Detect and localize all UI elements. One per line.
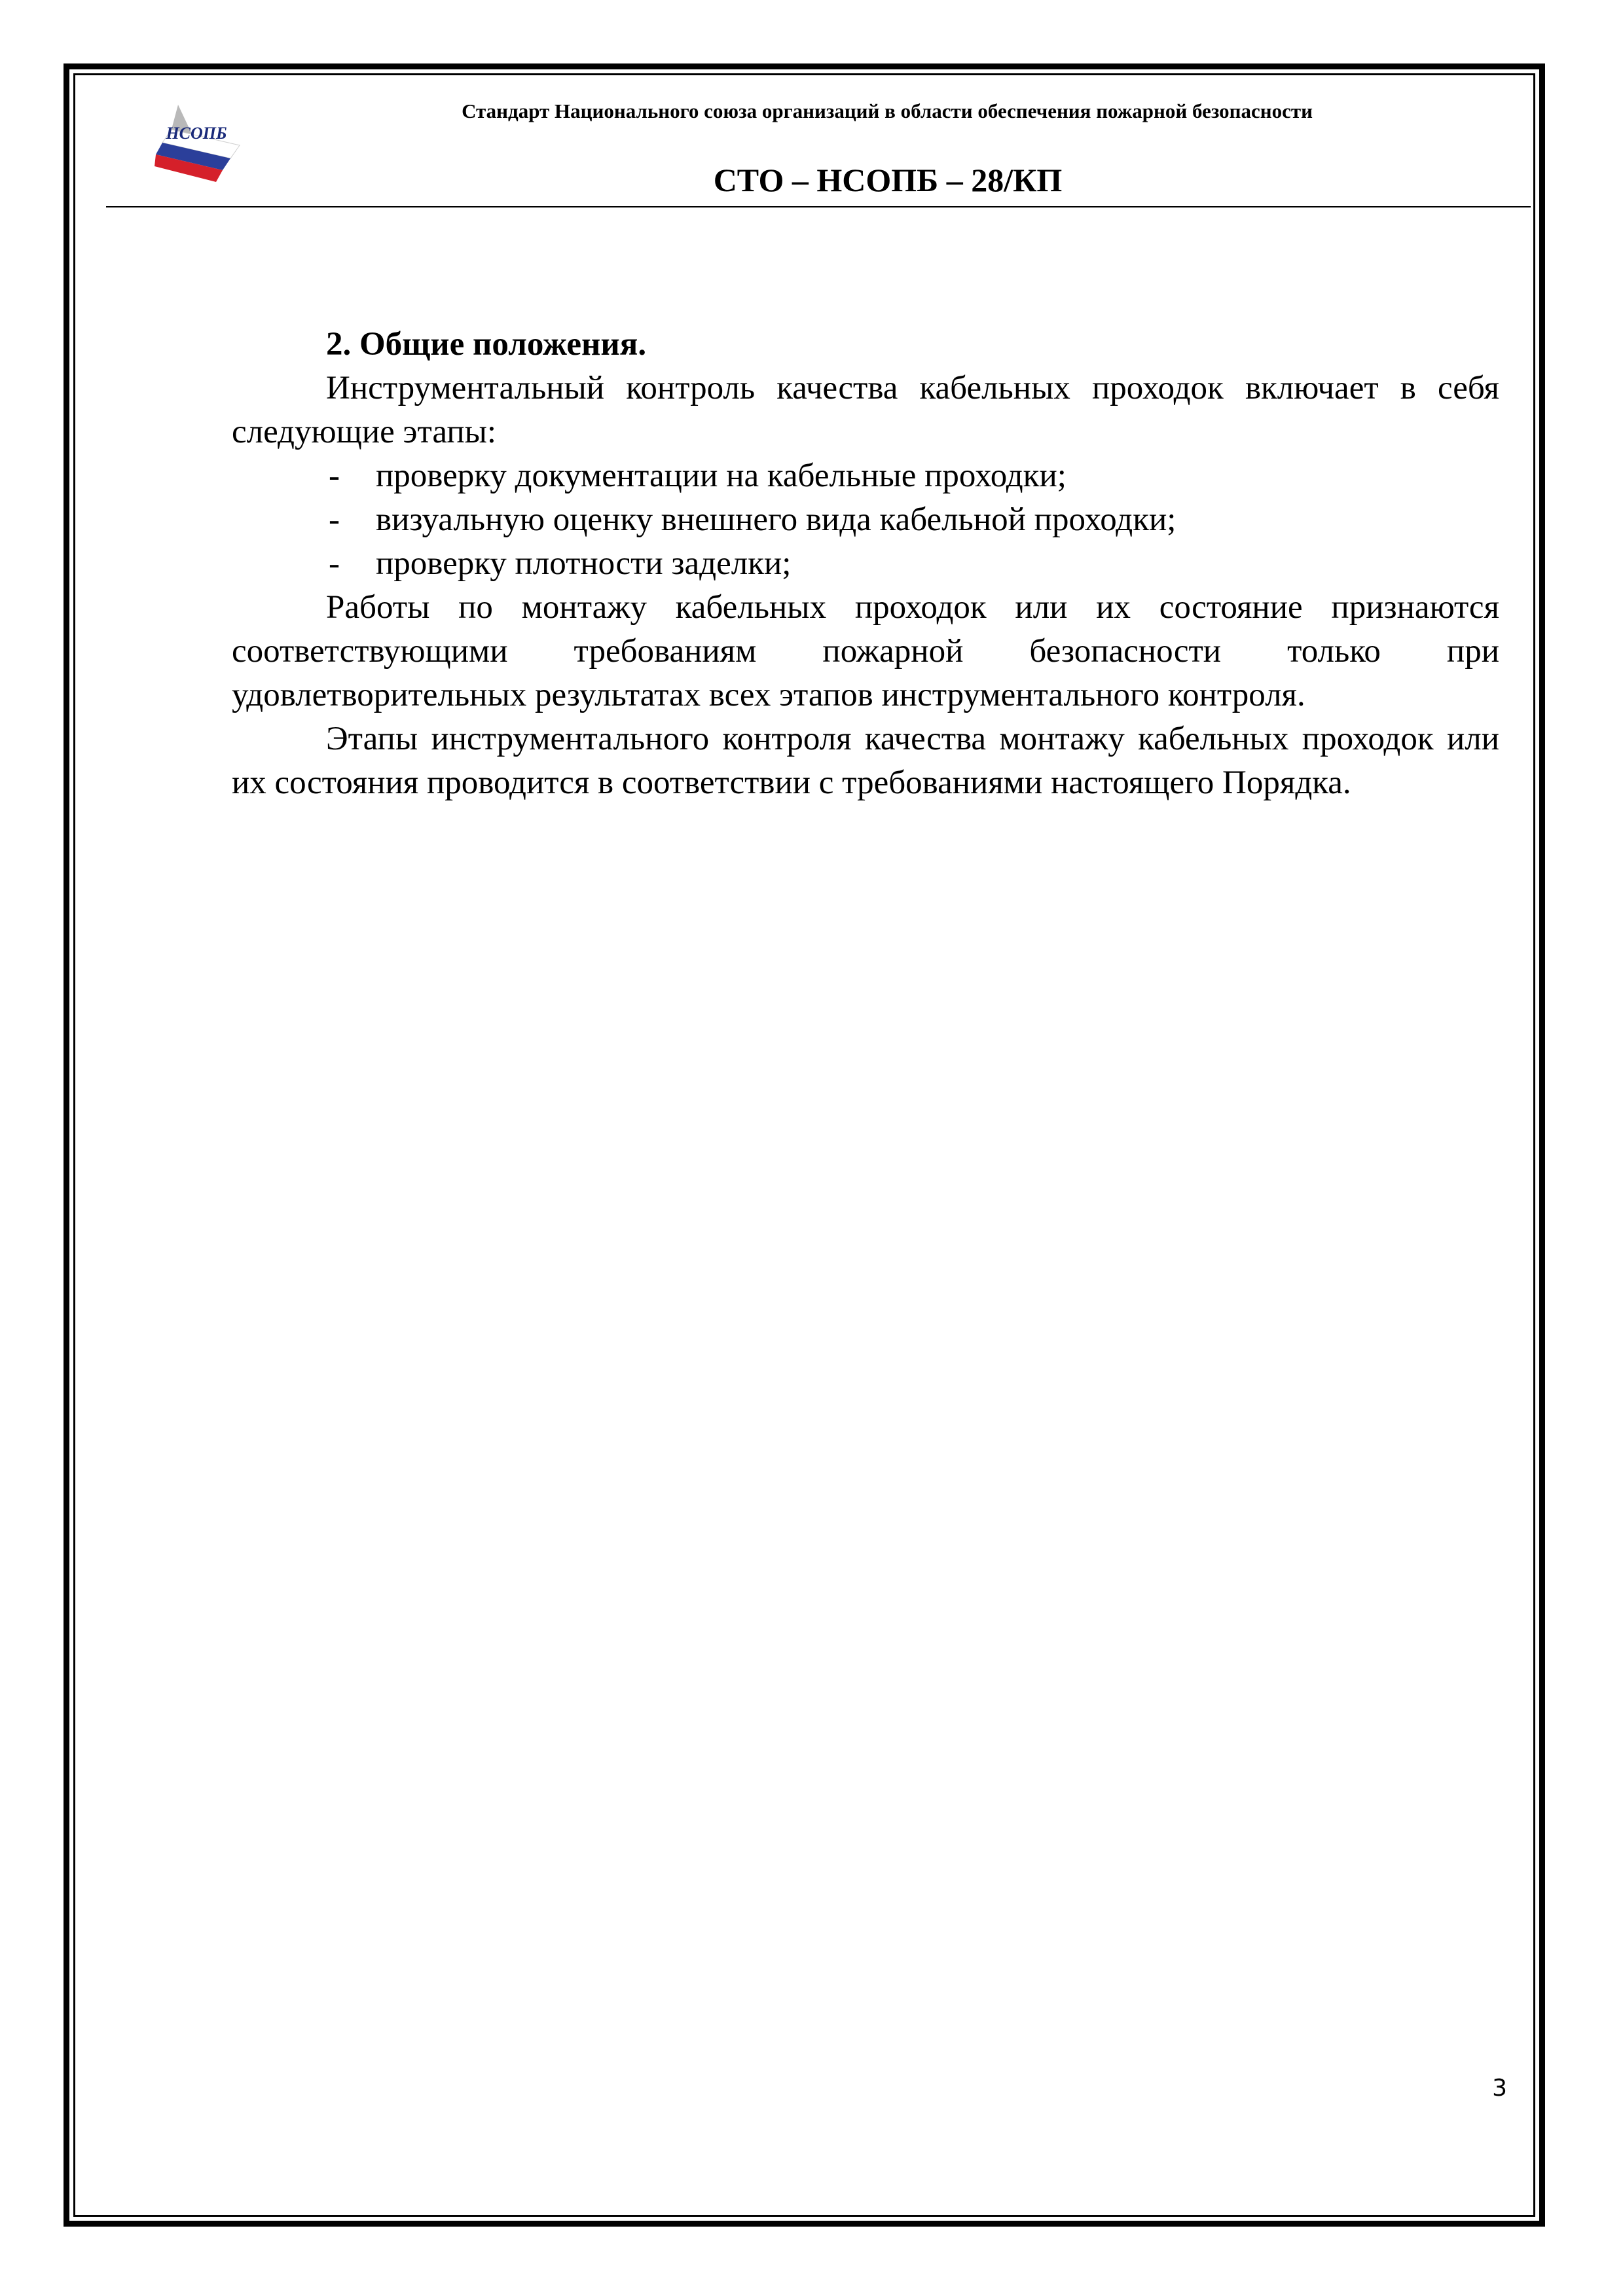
paragraph-compliance: Работы по монтажу кабельных проходок или их состояние признаются соответствующими требованиям пожарной безопасности только при удовлетворительных результатах всех этапов инструментального контроля. xyxy=(232,589,1499,713)
list-item-text: визуальную оценку внешнего вида кабельной проходки; xyxy=(376,501,1176,538)
list-item xyxy=(232,498,1499,542)
section-title: 2. Общие положения. xyxy=(326,326,647,363)
paragraph-stages: Этапы инструментального контроля качества монтажу кабельных проходок или их состояния проводится в соответствии с требованиями настоящего Порядка. xyxy=(232,721,1499,801)
bullet-marker: - xyxy=(329,501,340,538)
intro-paragraph: Инструментальный контроль качества кабельных проходок включает в себя следующие этапы: xyxy=(232,370,1499,450)
list-item-text: проверку плотности заделки; xyxy=(376,545,792,582)
list-item xyxy=(232,454,1499,498)
document-body xyxy=(232,323,1499,805)
organization-header: Стандарт Национального союза организаций в области обеспечения пожарной безопасности xyxy=(462,99,1313,122)
logo-text: НСОПБ xyxy=(166,124,227,143)
list-item-text: проверку документации на кабельные проходки; xyxy=(376,457,1067,494)
header-divider xyxy=(106,206,1531,207)
list-item xyxy=(232,542,1499,586)
bullet-marker: - xyxy=(329,457,340,494)
bullet-marker: - xyxy=(329,545,340,582)
page-number: 3 xyxy=(1492,2075,1507,2102)
document-code: СТО – НСОПБ – 28/КП xyxy=(713,162,1063,198)
